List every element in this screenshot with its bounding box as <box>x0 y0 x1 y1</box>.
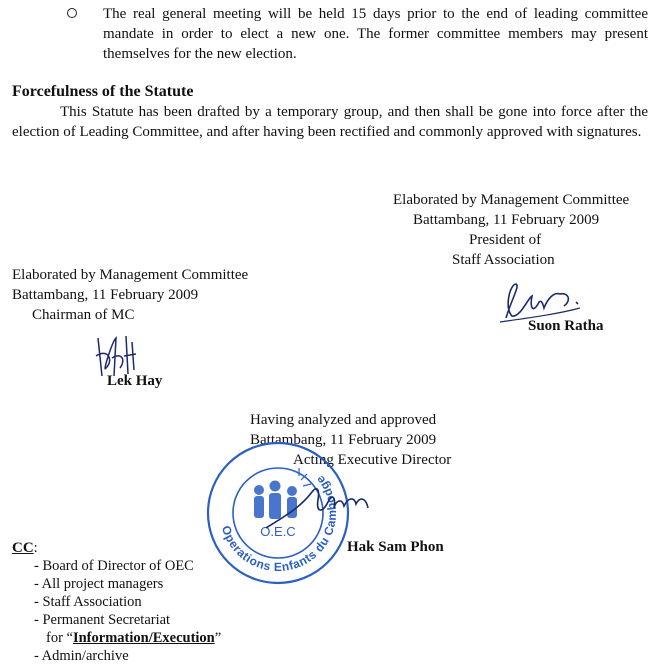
cc-item: - Staff Association <box>34 594 142 610</box>
cc-for-bold: Information/Execution <box>72 630 215 646</box>
sig-left-name: Lek Hay <box>107 373 163 389</box>
sig-right-line3: President of <box>469 232 542 248</box>
signature-block-president <box>393 190 629 270</box>
section-heading: Forcefulness of the Statute <box>12 83 194 100</box>
sig-center-name: Hak Sam Phon <box>347 539 444 555</box>
signature-hak-sam-phon <box>262 478 377 538</box>
cc-item: - Admin/archive <box>34 648 129 664</box>
signature-block-chairman <box>12 265 248 325</box>
sig-center-line1: Having analyzed and approved <box>250 412 437 428</box>
stamp-center-text: O.E.C <box>260 524 296 539</box>
cc-title: CC <box>12 540 34 556</box>
sig-center-line2: Battambang, 11 February 2009 <box>250 432 437 448</box>
bullet-marker <box>67 8 77 18</box>
cc-for-prefix: for “ <box>46 630 73 646</box>
section-body: This Statute has been drafted by a temporary group, and then shall be gone into force after the election of Leading Committee, and after having been rectified and commonly approved with signatures. <box>12 104 648 140</box>
sig-right-name: Suon Ratha <box>528 318 604 334</box>
cc-list <box>12 539 221 665</box>
cc-item: - All project managers <box>34 576 164 592</box>
cc-for-suffix: ” <box>214 630 222 646</box>
sig-right-line1: Elaborated by Management Committee <box>393 192 630 208</box>
cc-item-for <box>12 629 221 647</box>
sig-left-line2: Battambang, 11 February 2009 <box>12 287 199 303</box>
sig-right-line2: Battambang, 11 February 2009 <box>413 212 600 228</box>
sig-right-line4: Staff Association <box>452 252 555 268</box>
cc-item: - Board of Director of OEC <box>34 558 194 574</box>
sig-left-line3: Chairman of MC <box>32 307 135 323</box>
cc-colon: : <box>33 540 38 556</box>
sig-left-line1: Elaborated by Management Committee <box>12 267 249 283</box>
cc-item: - Permanent Secretariat <box>34 612 171 628</box>
bullet-paragraph: The real general meeting will be held 15 days prior to the end of leading committee mandate in order to elect a new one. The former committee members may present themselves for the new election. <box>103 6 648 62</box>
sig-center-line3: Acting Executive Director <box>293 452 452 468</box>
stamp-ring-text: Operations Enfants du Cambodge <box>218 472 340 575</box>
